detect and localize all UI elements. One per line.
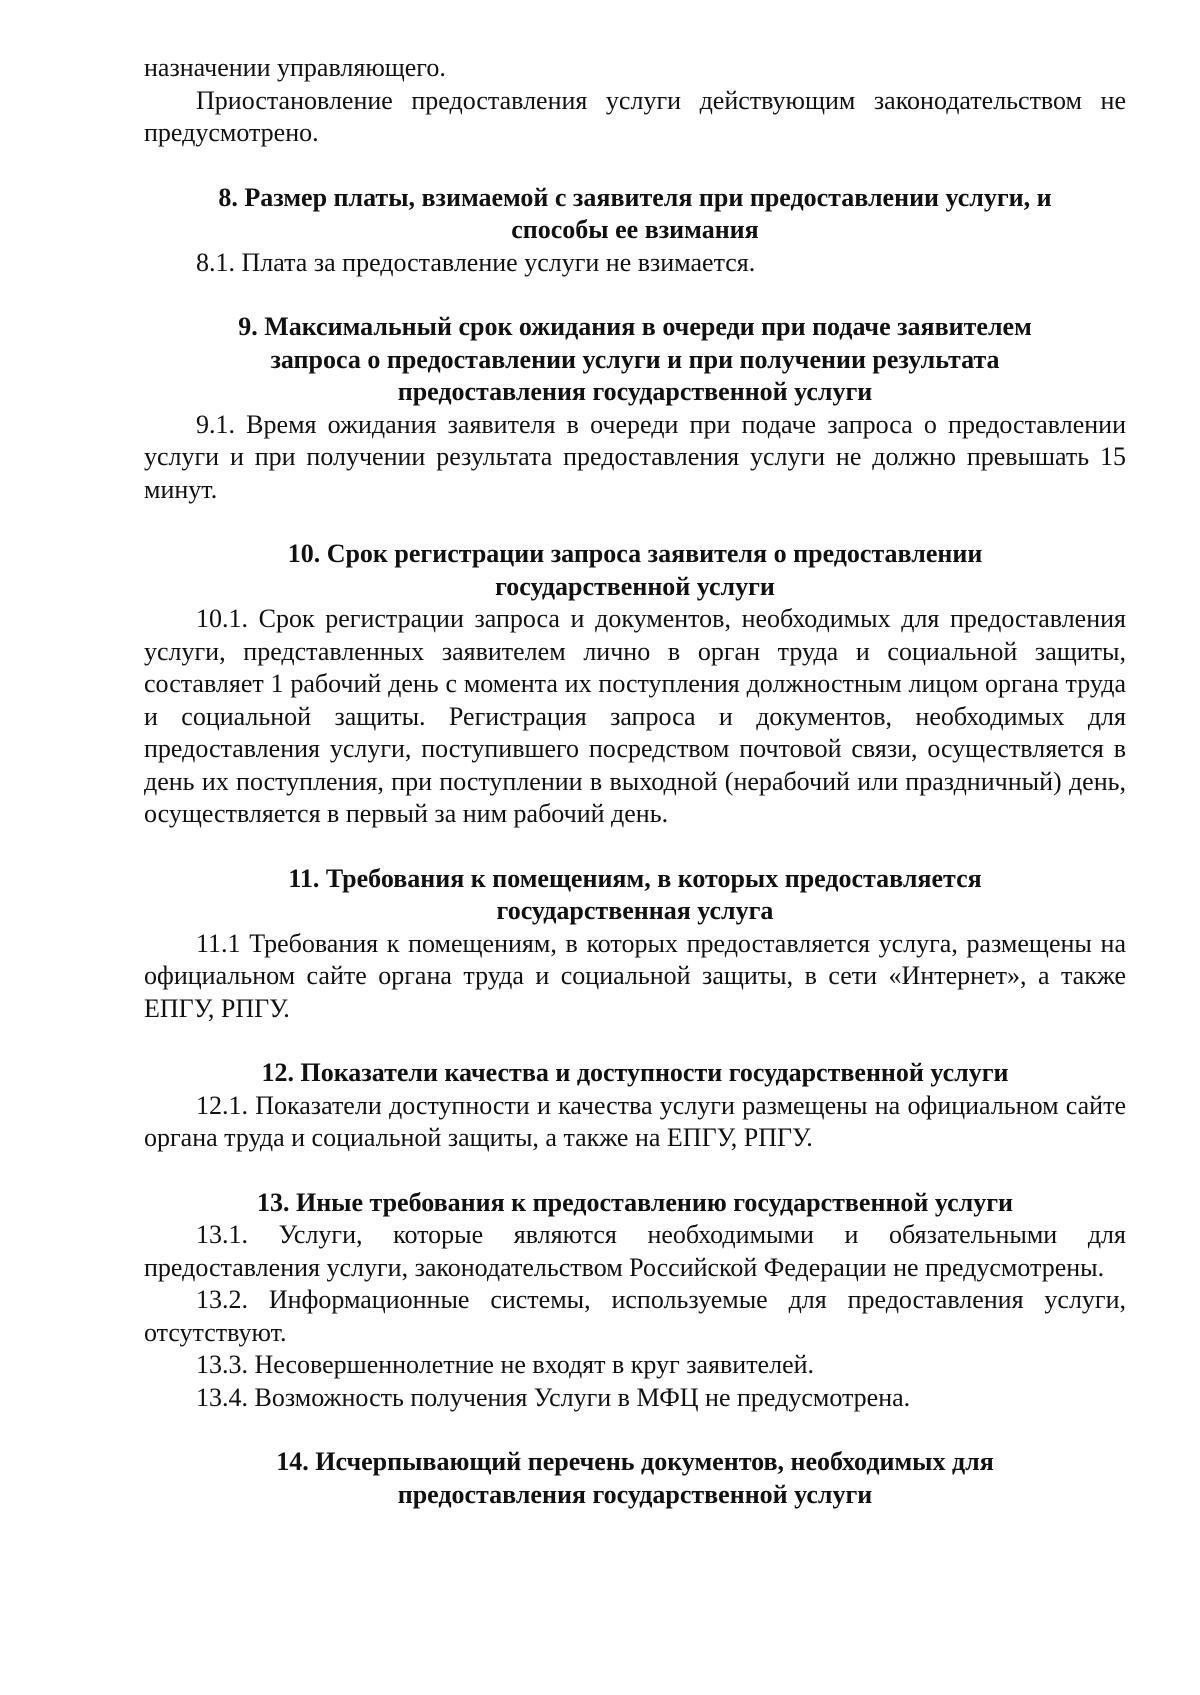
paragraph-12-1: 12.1. Показатели доступности и качества услуги размещены на официальном сайте органа труда и социальной защиты, а также на ЕПГУ, РПГУ. bbox=[144, 1090, 1126, 1152]
heading-line: способы ее взимания bbox=[511, 215, 759, 244]
section-gap bbox=[144, 150, 1126, 182]
heading-line: предоставления государственной услуги bbox=[397, 1479, 873, 1509]
section-13 bbox=[144, 1187, 1126, 1415]
heading-line: предоставления государственной услуги bbox=[397, 377, 873, 406]
paragraph-13-3: 13.3. Несовершеннолетние не входят в круг заявителей. bbox=[196, 1350, 815, 1379]
section-13-heading bbox=[144, 1187, 1126, 1220]
section-gap bbox=[144, 1155, 1126, 1187]
section-gap bbox=[144, 831, 1126, 863]
heading-line: 12. Показатели качества и доступности государственной услуги bbox=[261, 1058, 1009, 1087]
section-8 bbox=[144, 182, 1126, 280]
paragraph-10-1: 10.1. Срок регистрации запроса и документов, необходимых для предоставления услуги, представленных заявителем лично в орган труда и социальной защиты, составляет 1 рабочий день с момента их поступления должностным лицом органа труда и социальной защиты. Регистрация запроса и документов, необходимых для предоставления услуги, поступившего посредством почтовой связи, осуществляется в день их поступления, при поступлении в выходной (нерабочий или праздничный) день, осуществляется в первый за ним рабочий день. bbox=[144, 604, 1126, 828]
heading-line: 13. Иные требования к предоставлению государственной услуги bbox=[256, 1187, 1014, 1217]
section-gap bbox=[144, 506, 1126, 538]
section-gap bbox=[144, 279, 1126, 311]
section-10-heading bbox=[144, 538, 1126, 603]
section-gap bbox=[144, 1025, 1126, 1057]
section-11-heading bbox=[144, 863, 1126, 928]
heading-line: 10. Срок регистрации запроса заявителя о предоставлении bbox=[287, 539, 983, 568]
paragraph-13-4: 13.4. Возможность получения Услуги в МФЦ не предусмотрена. bbox=[196, 1382, 911, 1412]
heading-line: государственной услуги bbox=[495, 571, 775, 601]
section-11 bbox=[144, 863, 1126, 1026]
section-14-heading bbox=[144, 1446, 1126, 1511]
paragraph-9-1: 9.1. Время ожидания заявителя в очереди при подаче запроса о предоставлении услуги и при получении результата предоставления услуги не должно превышать 15 минут. bbox=[144, 409, 1126, 504]
continuation-text: назначении управляющего. bbox=[144, 53, 446, 82]
section-12-heading bbox=[144, 1057, 1126, 1090]
section-9 bbox=[144, 311, 1126, 506]
section-9-heading bbox=[144, 311, 1126, 409]
paragraph-11-1: 11.1 Требования к помещениям, в которых предоставляется услуга, размещены на официальном сайте органа труда и социальной защиты, в сети «Интернет», а также ЕПГУ, РПГУ. bbox=[144, 928, 1126, 1023]
paragraph-8-1: 8.1. Плата за предоставление услуги не взимается. bbox=[196, 247, 756, 277]
suspension-paragraph: Приостановление предоставления услуги действующим законодательством не предусмотрено. bbox=[144, 85, 1126, 147]
heading-line: государственная услуга bbox=[496, 896, 774, 925]
heading-line: запроса о предоставлении услуги и при получении результата bbox=[270, 344, 1000, 374]
heading-line: 14. Исчерпывающий перечень документов, необходимых для bbox=[276, 1447, 994, 1476]
section-gap bbox=[144, 1414, 1126, 1446]
section-14 bbox=[144, 1446, 1126, 1511]
heading-line: 9. Максимальный срок ожидания в очереди при подаче заявителем bbox=[238, 312, 1032, 341]
section-10 bbox=[144, 538, 1126, 831]
section-8-heading bbox=[144, 182, 1126, 247]
heading-line: 11. Требования к помещениям, в которых предоставляется bbox=[288, 863, 982, 893]
heading-line: 8. Размер платы, взимаемой с заявителя при предоставлении услуги, и bbox=[218, 182, 1052, 212]
section-12 bbox=[144, 1057, 1126, 1155]
document-page bbox=[144, 52, 1126, 1511]
paragraph-13-2: 13.2. Информационные системы, используемые для предоставления услуги, отсутствуют. bbox=[144, 1285, 1126, 1347]
paragraph-13-1: 13.1. Услуги, которые являются необходимыми и обязательными для предоставления услуги, законодательством Российской Федерации не предусмотрены. bbox=[144, 1220, 1126, 1282]
